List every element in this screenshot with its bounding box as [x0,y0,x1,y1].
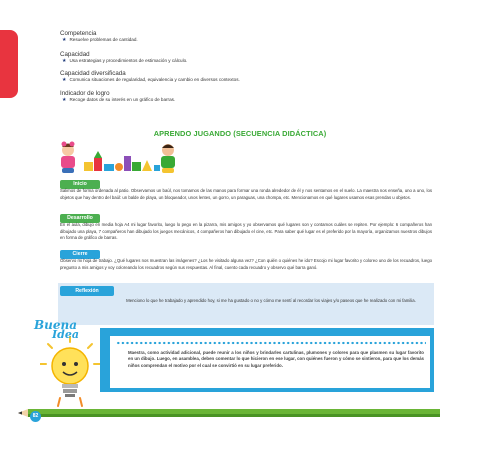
cierre-label: Cierre [60,250,100,259]
capacidad-diversificada-block [60,70,420,83]
pencil-icon [18,409,440,417]
star-bullet-icon: ★ [62,37,67,43]
indicador-block [60,90,420,103]
capacidad-heading: Capacidad [60,51,90,58]
desarrollo-text: En el aula, dibujo en media hoja A4 mi lugar favorito, luego lo pego en la pizarra, mis amigos y yo observamos qué lugares son y contamos cuáles se repiten. Por ejemplo: 6 compañeros han dibujado una playa, 7 compañeros han dibujado los juegos mecánicos, 4 compañeros han dibujado el cine, etc. Para saber qué lugar es el preferido por la mayoría, organizamos nuestros dibujos en forma de gráfico de barras. [60,222,432,241]
page-title: APRENDO JUGANDO (SECUENCIA DIDÁCTICA) [153,129,327,138]
capacidad-item: Usa estrategias y procedimientos de estimación y cálculo. [69,58,188,63]
capacidad-block [60,51,420,64]
red-side-tab [0,30,18,98]
capacidad-diversificada-heading: Capacidad diversificada [60,70,126,77]
buena-idea-text: Maestra, como actividad adicional, puede reunir a los niños y brindarles cartulinas, plumones y colores para que plasmen su lugar favorito en un dibujo. Luego, en asamblea, deben comentar lo que hicieron en ese lugar, con quiénes fueron y cómo se sintieron, para que los demás niños comprendan el motivo por el cual se convirtió en su lugar preferido. [128,350,424,368]
inicio-label: Inicio [60,180,100,189]
indicador-item: Recoge datos de su interés en un gráfico de barras. [69,97,176,102]
indicador-heading: Indicador de logro [60,90,110,97]
capacidad-diversificada-item: Comunica situaciones de regularidad, equivalencia y cambio en diversos contextos. [69,77,240,82]
desarrollo-label: Desarrollo [60,214,100,223]
star-bullet-icon: ★ [62,58,67,64]
children-blocks-illustration [56,138,184,178]
reflexion-text: Menciono lo que he trabajado y aprendido hoy, si me ha gustado o no y cómo me sentí al recordar los viajes y/o paseos que he realizado con mi familia. [126,298,416,303]
inicio-text: Salimos de forma ordenada al patio. Observamos un baúl, nos tomamos de las manos para formar una ronda alrededor de él y nos sentamos en el suelo. La maestra nos enseña, uno a uno, los objetos que hay dentro del baúl: un balde de playa, un bloqueador, unos lentes, un gorro, un paraguas, una chompa, etc. Mencionamos en qué lugares usamos esas prendas u objetos. [60,188,432,200]
buena-idea-title: Buena [34,318,78,332]
page-number: 82 [30,411,41,422]
reflexion-label: Reflexión [60,286,114,296]
competencia-item: Resuelve problemas de cantidad. [69,37,138,42]
competencia-heading: Competencia [60,30,97,37]
dotted-divider [116,340,426,346]
lightbulb-icon [40,336,100,408]
competencia-block [60,30,420,43]
cierre-text: Observo mi hoja de trabajo. ¿Qué lugares nos muestran las imágenes? ¿Los he visitado alguna vez? ¿Con quién o quiénes he ido? Escojo mi lugar favorito y coloreo uno de los recuadros, luego pregunto a mis amigos y voy coloreando los recuadros según sus respuestas. Al final, cuento cada recuadro y observo qué barra ganó. [60,258,432,270]
star-bullet-icon: ★ [62,77,67,83]
buena-idea-title-2: Idea [52,328,79,341]
star-bullet-icon: ★ [62,97,67,103]
